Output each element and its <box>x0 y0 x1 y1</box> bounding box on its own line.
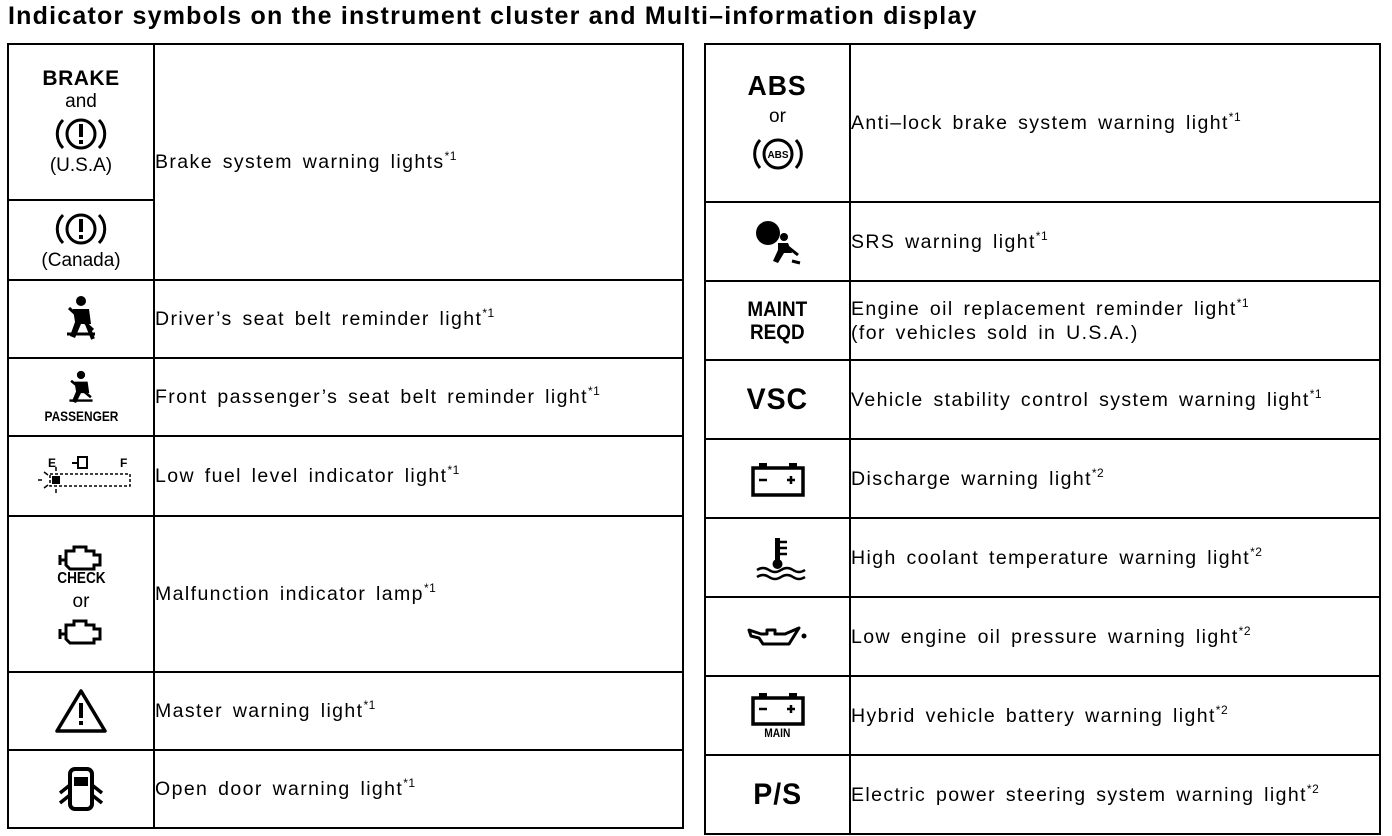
open-door-icon <box>55 765 107 813</box>
table-row <box>8 44 683 200</box>
vsc-text: VSC <box>746 382 809 416</box>
vsc-label: Vehicle stability control system warning light <box>851 388 1310 411</box>
check-text: CHECK <box>56 570 106 587</box>
maint-label: Engine oil replacement reminder light <box>851 297 1237 320</box>
footnote-mark: *2 <box>1306 781 1320 796</box>
srs-label: SRS warning light <box>851 230 1036 253</box>
door-description <box>154 750 683 828</box>
oil-icon-cell <box>705 597 850 676</box>
table-row <box>8 436 683 516</box>
srs-description <box>850 202 1380 281</box>
battery-icon <box>749 691 807 727</box>
malfunction-label: Malfunction indicator lamp <box>155 583 424 605</box>
table-row <box>705 360 1380 439</box>
right-indicator-table <box>704 43 1381 835</box>
coolant-icon-cell <box>705 518 850 597</box>
table-row <box>705 676 1380 755</box>
discharge-label: Discharge warning light <box>851 467 1092 490</box>
maint-text: MAINT <box>747 297 808 321</box>
oil-can-icon <box>745 622 811 652</box>
region-usa: (U.S.A) <box>49 155 113 176</box>
srs-icon-cell <box>705 202 850 281</box>
maint-icon-cell <box>705 281 850 360</box>
footnote-mark: *1 <box>1309 386 1323 401</box>
footnote-mark: *2 <box>1238 623 1251 638</box>
battery-icon <box>749 460 807 498</box>
oil-description <box>850 597 1380 676</box>
hybrid-description <box>850 676 1380 755</box>
left-indicator-table <box>7 43 684 829</box>
footnote-mark: *1 <box>1228 110 1242 124</box>
brake-text: BRAKE <box>42 67 120 90</box>
ps-description <box>850 755 1380 834</box>
brake-warning-icon <box>53 208 109 250</box>
footnote-mark: *1 <box>403 776 416 790</box>
footnote-mark: *1 <box>447 463 460 477</box>
driver-belt-description <box>154 280 683 358</box>
gauge-f-label: F <box>120 456 128 470</box>
check-engine-icon <box>56 543 106 571</box>
ps-icon-cell <box>705 755 850 834</box>
table-row <box>705 439 1380 518</box>
malfunction-icon-cell <box>8 516 154 672</box>
fuel-description <box>154 436 683 516</box>
brake-warning-icon <box>53 113 109 155</box>
table-row <box>8 516 683 672</box>
warning-triangle-icon <box>53 687 109 735</box>
hybrid-label: Hybrid vehicle battery warning light <box>851 704 1216 727</box>
table-row <box>8 358 683 436</box>
page-title: Indicator symbols on the instrument cluster and Multi–information display <box>8 2 978 30</box>
gauge-e-label: E <box>48 456 57 470</box>
table-row <box>705 597 1380 676</box>
brake-usa-icon-cell <box>8 44 154 200</box>
or-text: or <box>769 106 786 127</box>
passenger-belt-label: Front passenger’s seat belt reminder light <box>155 386 588 408</box>
region-canada: (Canada) <box>41 250 121 271</box>
vsc-icon-cell <box>705 360 850 439</box>
table-row <box>705 202 1380 281</box>
passenger-belt-description <box>154 358 683 436</box>
or-text: or <box>72 591 90 612</box>
footnote-mark: *2 <box>1091 465 1105 480</box>
check-engine-icon <box>56 617 106 645</box>
abs-icon-cell <box>705 44 850 202</box>
passenger-text: PASSENGER <box>44 408 118 424</box>
abs-description <box>850 44 1380 202</box>
table-row <box>8 280 683 358</box>
main-text: MAIN <box>764 726 791 740</box>
brake-label: Brake system warning lights <box>155 151 445 173</box>
ps-text: P/S <box>753 777 802 811</box>
fuel-label: Low fuel level indicator light <box>155 465 448 487</box>
door-icon-cell <box>8 750 154 828</box>
oil-label: Low engine oil pressure warning light <box>851 625 1239 648</box>
abs-circle-text: ABS <box>766 150 789 161</box>
brake-canada-icon-cell <box>8 200 154 280</box>
driver-belt-icon-cell <box>8 280 154 358</box>
discharge-icon-cell <box>705 439 850 518</box>
footnote-mark: *1 <box>423 581 437 595</box>
footnote-mark: *1 <box>1236 295 1250 310</box>
table-row <box>705 518 1380 597</box>
coolant-temp-icon <box>749 534 807 582</box>
table-row <box>705 755 1380 834</box>
footnote-mark: *2 <box>1215 702 1229 717</box>
door-label: Open door warning light <box>155 778 404 800</box>
footnote-mark: *1 <box>482 306 495 320</box>
coolant-label: High coolant temperature warning light <box>851 546 1251 569</box>
table-row <box>8 672 683 750</box>
master-icon-cell <box>8 672 154 750</box>
seat-belt-icon <box>61 294 101 344</box>
footnote-mark: *1 <box>444 149 457 163</box>
footnote-mark: *1 <box>363 698 376 712</box>
fuel-gauge-icon <box>26 453 136 499</box>
and-text: and <box>65 91 97 112</box>
passenger-belt-icon-cell <box>8 358 154 436</box>
footnote-mark: *1 <box>587 384 601 398</box>
vsc-description <box>850 360 1380 439</box>
master-description <box>154 672 683 750</box>
hybrid-icon-cell <box>705 676 850 755</box>
discharge-description <box>850 439 1380 518</box>
abs-text: ABS <box>747 70 808 101</box>
footnote-mark: *1 <box>1035 228 1049 243</box>
malfunction-description <box>154 516 683 672</box>
table-row <box>8 750 683 828</box>
table-row <box>705 44 1380 202</box>
footnote-mark: *2 <box>1250 544 1263 559</box>
ps-label: Electric power steering system warning light <box>851 783 1307 806</box>
driver-belt-label: Driver’s seat belt reminder light <box>155 308 483 330</box>
abs-icon <box>748 132 808 176</box>
maint-description <box>850 281 1380 360</box>
coolant-description <box>850 518 1380 597</box>
seat-belt-icon <box>64 370 98 408</box>
fuel-icon-cell <box>8 436 154 516</box>
abs-label: Anti–lock brake system warning light <box>851 112 1229 134</box>
reqd-text: REQD <box>750 320 805 344</box>
table-row <box>705 281 1380 360</box>
airbag-icon <box>752 217 804 267</box>
maint-sublabel: (for vehicles sold in U.S.A.) <box>851 321 1139 344</box>
master-label: Master warning light <box>155 700 364 722</box>
brake-description <box>154 44 683 280</box>
